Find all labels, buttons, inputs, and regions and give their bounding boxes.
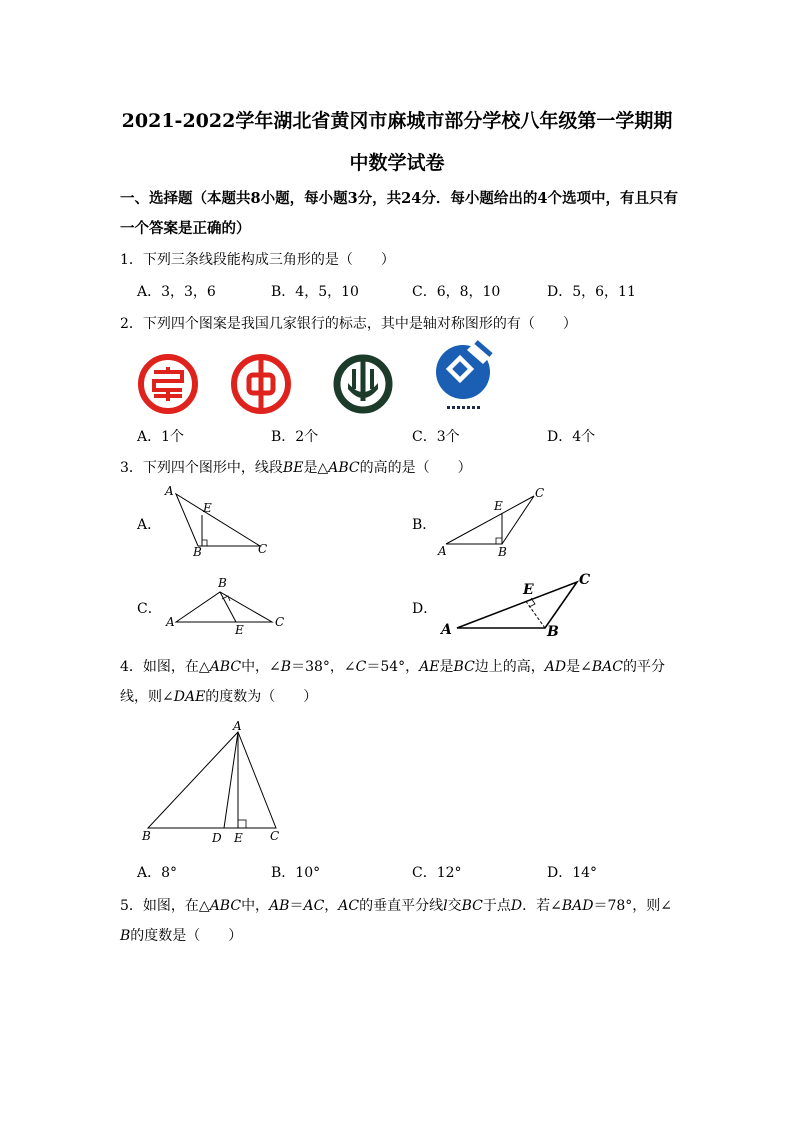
q1-option-c: C．6，8，10 [412,284,501,300]
label-e: E [235,623,244,637]
question-5-stem-line2: B的度数是（ ） [120,928,243,944]
page-title-line1: 2021-2022学年湖北省黄冈市麻城市部分学校八年级第一学期期 [121,110,673,132]
q2-option-d: D．4个 [547,429,596,445]
q3-figure-d [435,570,595,640]
q3-figure-c [160,572,300,642]
q4-option-d: D．14° [547,865,598,881]
page-title-line2: 中数学试卷 [349,152,445,174]
q1-option-a: A．3，3，6 [137,284,216,300]
label-a: A [441,622,452,638]
q2-option-b: B．2个 [271,429,319,445]
label-e: E [203,501,212,515]
abc-logo-icon [332,353,394,415]
label-b: B [193,545,202,559]
q3-option-d-label: D． [412,601,438,617]
q4-option-a: A．8° [137,865,178,881]
q4-option-b: B．10° [271,865,321,881]
q3-figure-b [430,482,560,562]
label-c: C [258,542,268,556]
label-b: B [547,624,559,640]
label-e: E [523,582,534,598]
question-2-stem: 2．下列四个图案是我国几家银行的标志，其中是轴对称图形的有（ ） [120,316,577,332]
section-heading-line2: 一个答案是正确的） [120,220,251,237]
question-1-stem: 1．下列三条线段能构成三角形的是（ ） [120,252,395,268]
q1-option-d: D．5，6，11 [547,284,636,300]
q4-figure [138,718,298,848]
label-a: A [166,615,175,629]
q3-option-c-label: C． [137,601,162,617]
boc-logo-icon [230,353,292,415]
question-3-stem: 3．下列四个图形中，线段BE是△ABC的高的是（ ） [120,460,472,476]
label-c: C [275,615,285,629]
label-e: E [234,831,243,845]
label-e: E [494,499,503,513]
q4-option-c: C．12° [412,865,462,881]
icbc-logo-icon [137,353,199,415]
label-c: C [579,572,591,588]
label-b: B [498,545,507,559]
q2-option-a: A．1个 [137,429,185,445]
q3-option-a-label: A． [137,517,162,533]
label-a: A [165,484,174,498]
ccb-logo-icon [433,340,493,412]
q3-figure-a [160,480,280,560]
question-5-stem-line1: 5．如图，在△ABC中，AB＝AC，AC的垂直平分线l交BC于点D．若∠BAD＝78°，则∠ [120,898,673,914]
question-4-stem-line1: 4．如图，在△ABC中，∠B＝38°，∠C＝54°，AE是BC边上的高，AD是∠BAC的平分 [120,659,665,675]
label-b: B [142,829,151,843]
label-a: A [438,544,447,558]
label-c: C [270,829,280,843]
label-d: D [212,831,222,845]
section-heading-line1: 一、选择题（本题共8小题，每小题3分，共24分．每小题给出的4个选项中，有且只有 [120,190,678,207]
q2-option-c: C．3个 [412,429,460,445]
label-a: A [233,719,242,733]
label-b: B [218,576,227,590]
question-4-stem-line2: 线，则∠DAE的度数为（ ） [120,689,318,705]
q1-option-b: B．4，5，10 [271,284,359,300]
q3-option-b-label: B． [412,517,437,533]
label-c: C [535,486,545,500]
